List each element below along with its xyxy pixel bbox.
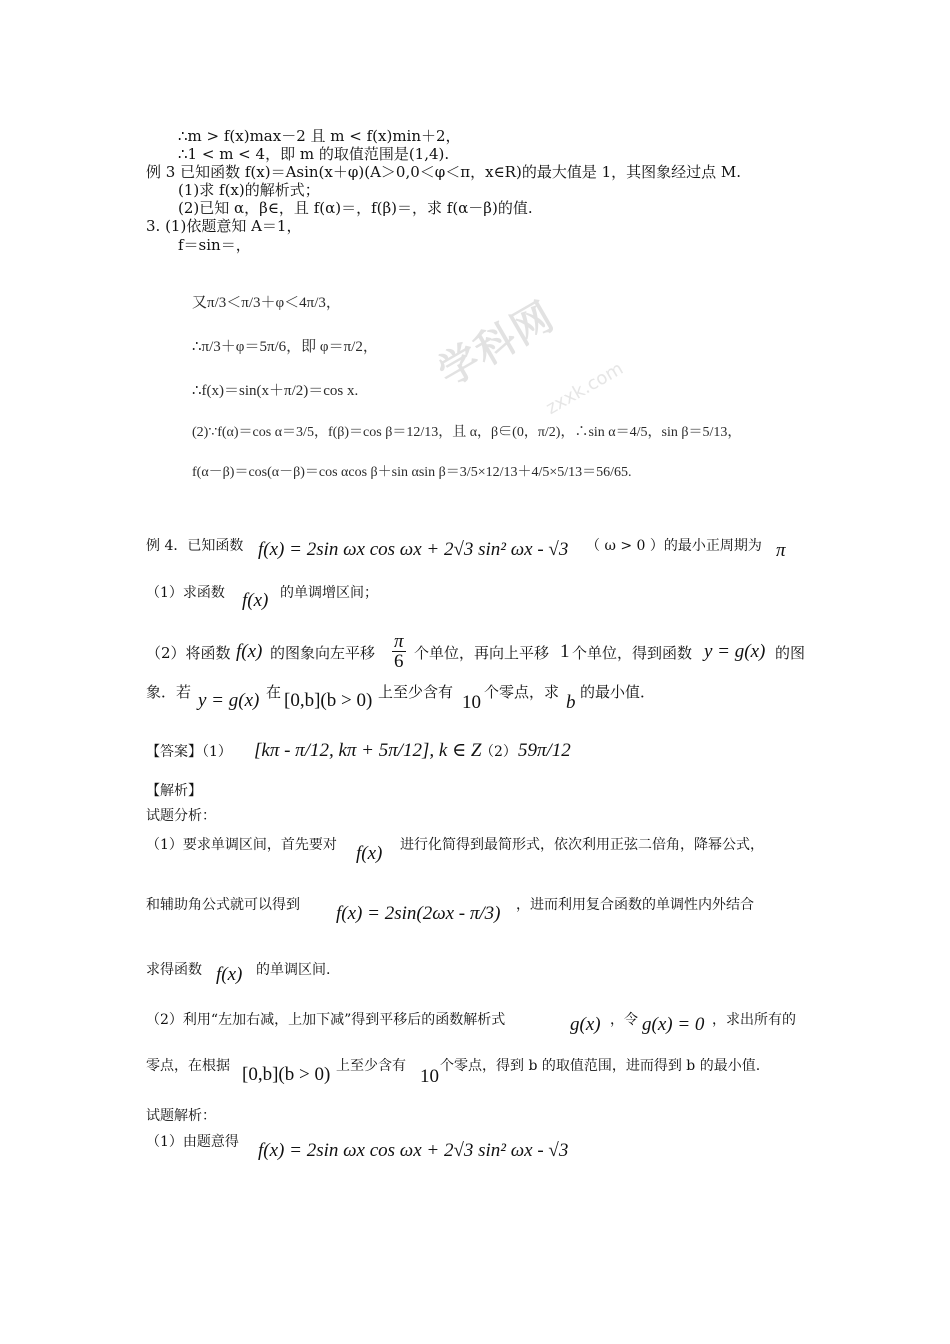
analysis-p4-b: ，令 (610, 1012, 638, 1028)
answer-label: 【答案】（1） (146, 744, 232, 760)
fx-formula-2: f(x) = 2sin(2ωx - π/3) (336, 903, 501, 924)
frac-den: 6 (394, 651, 404, 672)
analysis-p5-b: 上至少含有 (336, 1058, 406, 1074)
analysis-p5-c: 个零点，得到 b 的取值范围，进而得到 b 的最小值. (440, 1058, 761, 1074)
analysis-p5-a: 零点，在根据 (146, 1058, 230, 1074)
ex4-q1-a: （1）求函数 (146, 585, 225, 601)
analysis-p1-a: （1）要求单调区间，首先要对 (146, 837, 337, 853)
ex4-q1-b: 的单调增区间； (280, 585, 378, 601)
example-4-formula: f(x) = 2sin ωx cos ωx + 2√3 sin² ωx - √3 (258, 539, 569, 560)
image-line-3: ∴f(x)＝sin(x＋π/2)＝cos x. (192, 383, 359, 399)
top-line-1: ∴m > f(x)max－2 且 m < f(x)min＋2， (178, 127, 461, 145)
analysis-p3-a: 求得函数 (146, 962, 202, 978)
answer-1-text: [kπ - π/12, kπ + 5π/12], k ∈ Z (254, 740, 482, 761)
answer-1 (254, 742, 482, 760)
gx-symbol: g(x) (570, 1014, 601, 1035)
top-line-2: ∴1 < m < 4，即 m 的取值范围是(1,4). (178, 145, 450, 163)
interval-0-b: [0,b](b > 0) (284, 690, 373, 711)
solution-image (182, 283, 760, 493)
analysis-p4-a: （2）利用“左加右减，上加下减”得到平移后的函数解析式 (146, 1012, 506, 1028)
period-symbol: π (776, 540, 786, 561)
watermark: 学科网 (430, 293, 563, 396)
ex4-q2-c: 个单位，再向上平移 (414, 644, 550, 662)
fx-symbol: f(x) (242, 590, 269, 611)
y-equals-gx: y = g(x) (704, 641, 766, 662)
answer-2-label: （2） (480, 744, 517, 760)
analysis-label: 【解析】 (146, 783, 202, 799)
analysis-sub2: 试题解析： (146, 1108, 216, 1124)
ex4-q2-h: 上至少含有 (378, 683, 454, 701)
analysis-p2-a: 和辅助角公式就可以得到 (146, 897, 300, 913)
y-equals-gx: y = g(x) (198, 690, 260, 711)
ex4-q2-f: 象．若 (146, 683, 192, 701)
ex4-q2-i: 个零点，求 (484, 683, 560, 701)
analysis-p3-b: 的单调区间. (256, 962, 331, 978)
image-line-4: (2)∵f(α)＝cos α＝3/5，f(β)＝cos β＝12/13，且 α，β∈(0，π/2)，∴sin α＝4/5，sin β＝5/13， (192, 425, 742, 440)
pi-over-6 (392, 632, 406, 671)
example-4-intro: 例 4．已知函数 (146, 538, 244, 554)
analysis-p1-b: 进行化简得到最简形式，依次利用正弦二倍角，降幂公式， (400, 837, 764, 853)
solution-3-line-2: f＝sin＝， (178, 236, 251, 254)
example-3-title: 例 3 已知函数 f(x)＝Asin(x＋φ)(A＞0,0＜φ＜π，x∈R)的最大值是 1，其图象经过点 M. (146, 163, 742, 181)
number-ten: 10 (420, 1066, 439, 1087)
number-ten: 10 (462, 692, 481, 713)
fx-symbol: f(x) (356, 843, 383, 864)
image-line-2: ∴π/3＋φ＝5π/6，即 φ＝π/2， (192, 339, 378, 355)
ex4-q2-b: 的图象向左平移 (270, 644, 376, 662)
image-line-1: 又π/3＜π/3＋φ＜4π/3， (192, 295, 341, 311)
example-3-q1: (1)求 f(x)的解析式； (178, 181, 320, 199)
analysis-p6-a: （1）由题意得 (146, 1134, 239, 1150)
analysis-sub: 试题分析： (146, 808, 216, 824)
b-symbol: b (566, 692, 576, 713)
analysis-p2-b: ，进而利用复合函数的单调性内外结合 (516, 897, 754, 913)
ex4-q2-j: 的最小值． (580, 683, 656, 701)
ex4-q2-g: 在 (266, 683, 282, 701)
example-3-q2: (2)已知 α，β∈，且 f(α)＝，f(β)＝，求 f(α－β)的值. (178, 199, 533, 217)
analysis-p4-c: ，求出所有的 (712, 1012, 796, 1028)
solution-3-line-1: 3. (1)依题意知 A＝1， (146, 217, 302, 235)
example-4-condition: （ ω > 0 ）的最小正周期为 (586, 538, 762, 554)
example-4-formula: f(x) = 2sin ωx cos ωx + 2√3 sin² ωx - √3 (258, 1140, 569, 1161)
interval-0-b: [0,b](b > 0) (242, 1064, 331, 1085)
frac-num: π (394, 631, 404, 652)
fx-symbol: f(x) (236, 641, 263, 662)
watermark-url: zxxk.com (542, 358, 627, 419)
g-equals-zero: g(x) = 0 (642, 1014, 705, 1035)
image-line-5: f(α－β)＝cos(α－β)＝cos αcos β＋sin αsin β＝3/5×12/13＋4/5×5/13＝56/65. (192, 465, 632, 480)
ex4-q2-a: （2）将函数 (146, 644, 231, 662)
ex4-q2-e: 的图 (775, 644, 806, 662)
answer-2: 59π/12 (518, 740, 571, 761)
fx-symbol: f(x) (216, 964, 243, 985)
number-one: 1 (560, 641, 570, 662)
ex4-q2-d: 个单位，得到函数 (572, 644, 693, 662)
